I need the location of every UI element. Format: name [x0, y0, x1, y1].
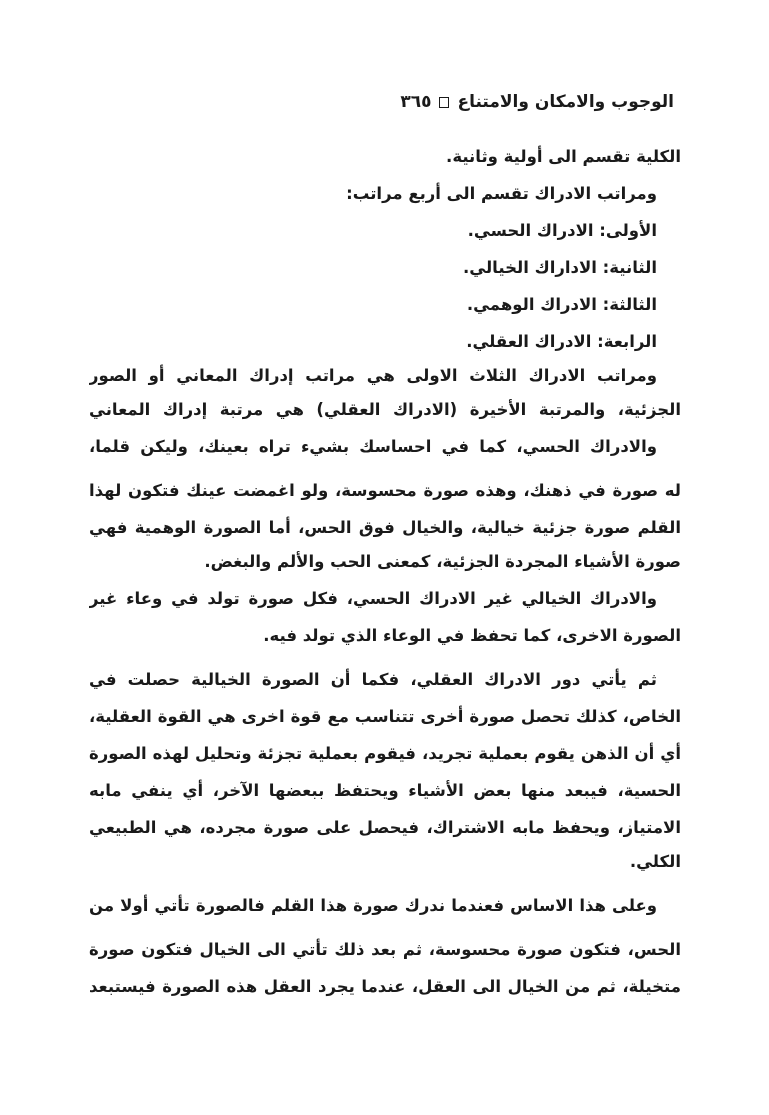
- text-line: الثانية: الاداراك الخيالي.: [463, 258, 657, 277]
- square-ornament-icon: [439, 97, 449, 108]
- text-line: الكلية تقسم الى أولية وثانية.: [446, 147, 681, 166]
- text-line: له صورة في ذهنك، وهذه صورة محسوسة، ولو اغمضت عينك فتكون لهذا: [89, 481, 681, 500]
- text-line: ومراتب الادراك الثلاث الاولى هي مراتب إدراك المعاني أو الصور: [89, 366, 657, 385]
- text-line: أي أن الذهن يقوم بعملية تجريد، فيقوم بعملية تجزئة وتحليل لهذه الصورة: [89, 744, 681, 763]
- body-text: [89, 140, 681, 1004]
- text-line: متخيلة، ثم من الخيال الى العقل، عندما يجرد العقل هذه الصورة فيستبعد: [89, 977, 681, 996]
- chapter-title: الوجوب والامكان والامتناع: [457, 92, 674, 112]
- text-line: الامتياز، ويحفظ مابه الاشتراك، فيحصل على صورة مجرده، هي الطبيعي: [89, 818, 681, 837]
- text-line: الصورة الاخرى، كما تحفظ في الوعاء الذي تولد فيه.: [263, 626, 681, 645]
- text-line: الثالثة: الادراك الوهمي.: [466, 295, 657, 314]
- text-line: القلم صورة جزئية خيالية، والخيال فوق الحس، أما الصورة الوهمية فهي: [89, 518, 681, 537]
- text-line: وعلى هذا الاساس فعندما ندرك صورة هذا القلم فالصورة تأتي أولا من: [89, 896, 657, 915]
- text-line: ثم يأتي دور الادراك العقلي، فكما أن الصورة الخيالية حصلت في: [89, 670, 657, 689]
- text-line: الكلي.: [629, 852, 681, 871]
- page-number: ٣٦٥: [400, 92, 432, 112]
- text-line: الجزئية، والمرتبة الأخيرة (الادراك العقلي) هي مرتبة إدراك المعاني: [89, 400, 681, 419]
- text-line: الأولى: الادراك الحسي.: [467, 221, 657, 240]
- text-line: الحسية، فيبعد منها بعض الأشياء ويحتفظ ببعضها الآخر، أي ينفي مابه: [89, 781, 681, 800]
- text-line: ومراتب الادراك تقسم الى أربع مراتب:: [346, 184, 657, 203]
- text-line: صورة الأشياء المجردة الجزئية، كمعنى الحب والألم والبغض.: [204, 552, 681, 571]
- text-line: والادراك الحسي، كما في احساسك بشيء تراه بعينك، وليكن قلما،: [89, 437, 657, 456]
- text-line: الرابعة: الادراك العقلي.: [466, 332, 657, 351]
- text-line: الحس، فتكون صورة محسوسة، ثم بعد ذلك تأتي الى الخيال فتكون صورة: [89, 940, 681, 959]
- running-header: [400, 92, 674, 112]
- text-line: الخاص، كذلك تحصل صورة أخرى تتناسب مع قوة اخرى هي القوة العقلية،: [89, 707, 681, 726]
- text-line: والادراك الخيالي غير الادراك الحسي، فكل صورة تولد في وعاء غير: [89, 589, 657, 608]
